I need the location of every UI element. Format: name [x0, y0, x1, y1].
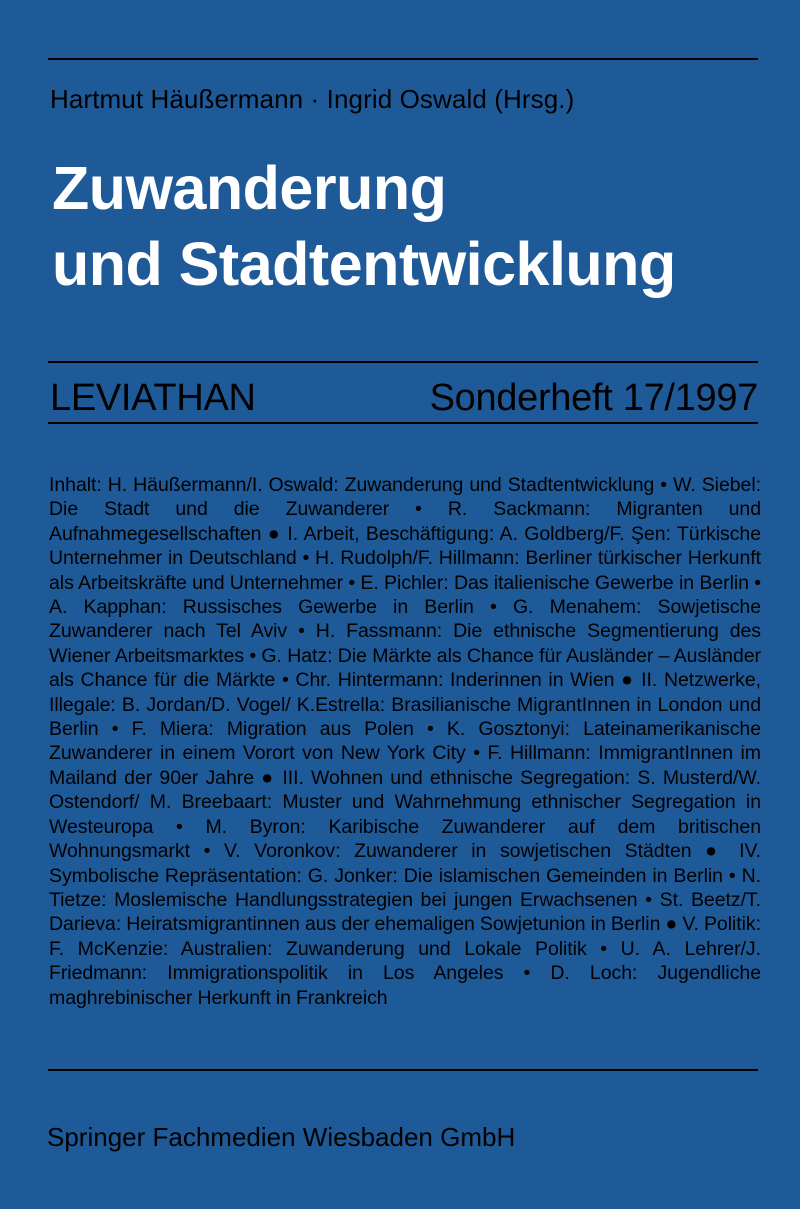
series-name: LEVIATHAN — [50, 377, 256, 419]
book-title — [52, 150, 792, 302]
top-rule — [48, 58, 758, 60]
series-rule-bottom — [48, 422, 758, 424]
editors-line: Hartmut Häußermann · Ingrid Oswald (Hrsg.) — [50, 84, 575, 114]
book-title-line-1: Zuwanderung — [52, 154, 447, 222]
publisher-name: Springer Fachmedien Wiesbaden GmbH — [47, 1122, 516, 1152]
table-of-contents: Inhalt: H. Häußermann/I. Oswald: Zuwanderung und Stadtentwicklung • W. Siebel: Die Stadt und die Zuwanderer • R. Sackmann: Migranten und Aufnahmegesellschaften ● I. Arbeit, Beschäftigung: A. Goldberg/F. Şen: Türkische Unternehmer in Deutschland • H. Rudolph/F. Hillmann: Berliner türkischer Herkunft als Arbeitskräfte und Unternehmer • E. Pichler: Das italienische Gewerbe in Berlin • A. Kapphan: Russisches Gewerbe in Berlin • G. Menahem: Sowjetische Zuwanderer nach Tel Aviv • H. Fassmann: Die ethnische Segmentierung des Wiener Arbeitsmarktes • G. Hatz: Die Märkte als Chance für Ausländer – Ausländer als Chance für die Märkte • Chr. Hintermann: Inderinnen in Wien ● II. Netzwerke, Illegale: B. Jordan/D. Vogel/ K.Estrella: Brasilianische MigrantInnen in London und Berlin • F. Miera: Migration aus Polen • K. Gosztonyi: Lateinamerikanische Zuwanderer in einem Vorort von New York City • F. Hillmann: ImmigrantInnen im Mailand der 90er Jahre ● III. Wohnen und ethnische Segregation: S. Musterd/W. Ostendorf/ M. Breebaart: Muster und Wahrnehmung ethnischer Segregation in Westeuropa • M. Byron: Karibische Zuwanderer auf dem britischen Wohnungsmarkt • V. Voronkov: Zuwanderer in sowjetischen Städten ● IV. Symbolische Repräsentation: G. Jonker: Die islamischen Gemeinden in Berlin • N. Tietze: Moslemische Handlungsstrategien bei jungen Erwachsenen • St. Beetz/T. Darieva: Heiratsmigrantinnen aus der ehemaligen Sowjetunion in Berlin ● V. Politik: F. McKenzie: Australien: Zuwanderung und Lokale Politik • U. A. Lehrer/J. Friedmann: Immigrationspolitik in Los Angeles • D. Loch: Jugendliche maghrebinischer Herkunft in Frankreich — [49, 474, 761, 1009]
series-issue: Sonderheft 17/1997 — [429, 377, 758, 419]
bottom-rule — [48, 1069, 758, 1071]
book-title-line-2: und Stadtentwicklung — [52, 230, 676, 298]
series-rule-top — [48, 361, 758, 363]
